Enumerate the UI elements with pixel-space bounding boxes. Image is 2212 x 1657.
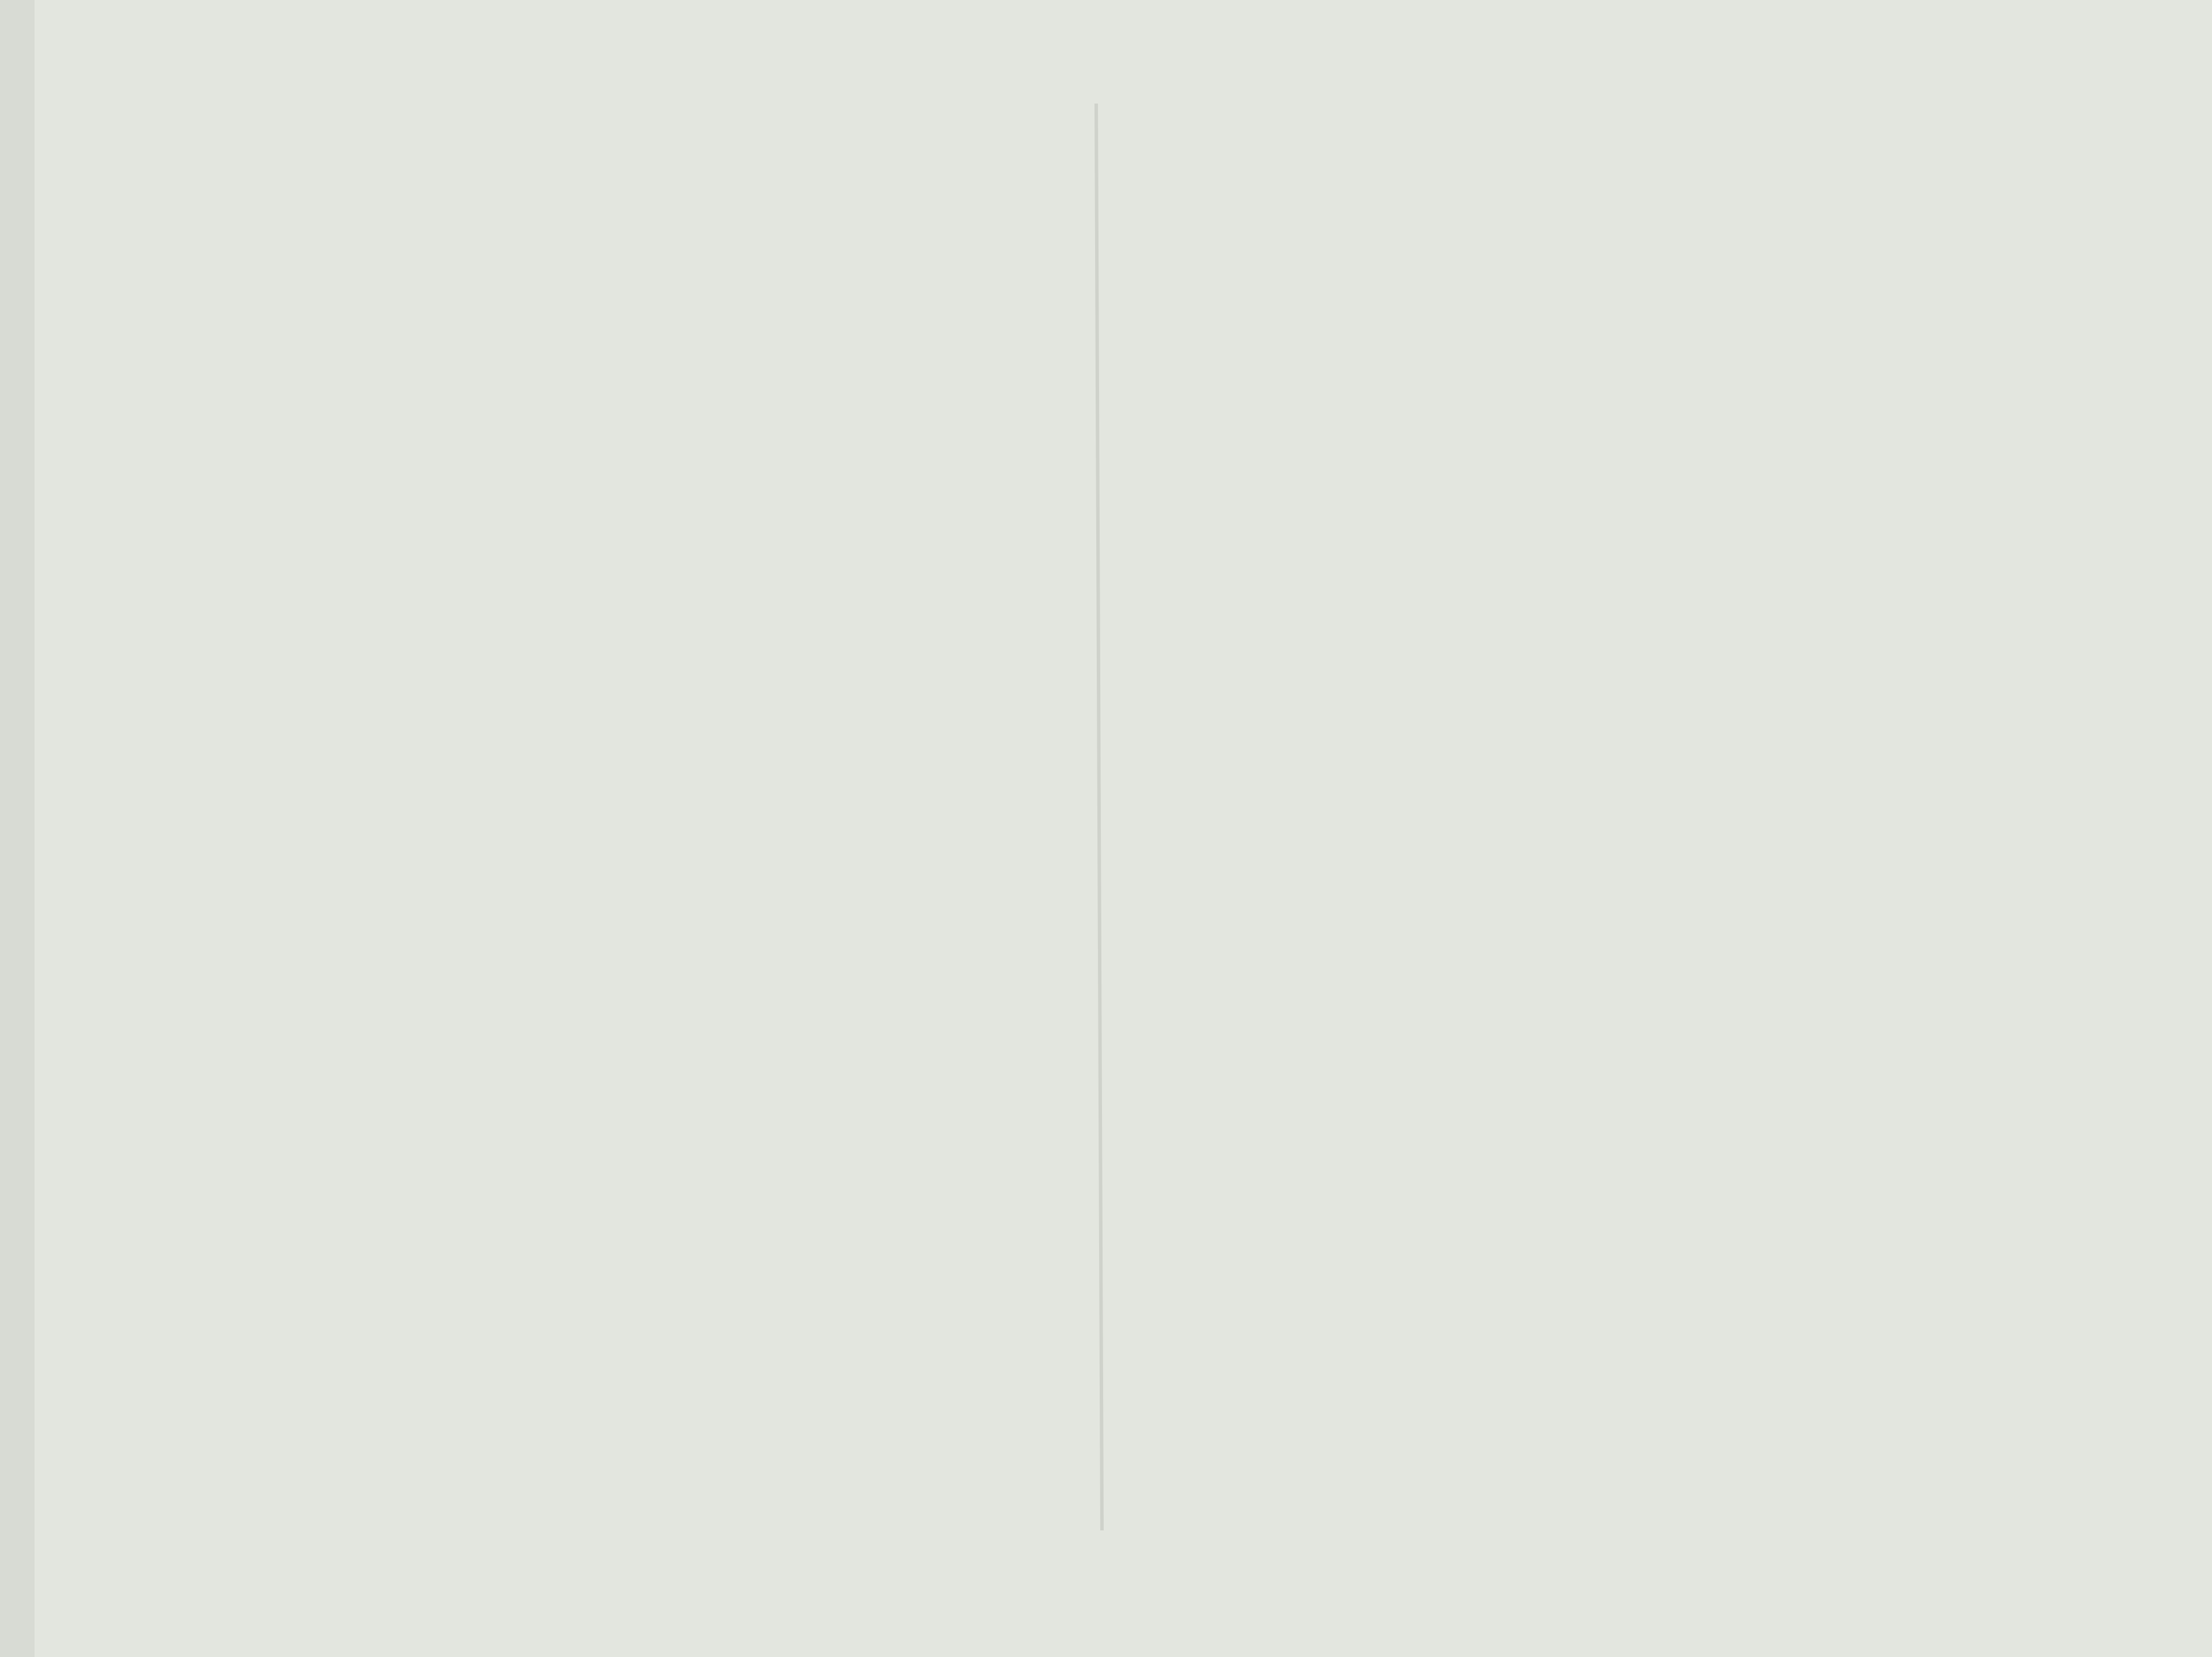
header-food-grain <box>1582 207 1616 331</box>
header-timber-dismantled <box>1830 155 1866 331</box>
header-implements <box>1761 184 1794 328</box>
header-cows <box>1358 207 1391 331</box>
header-ticket <box>528 155 563 334</box>
header-building-timber <box>1876 155 1945 331</box>
header-relation <box>410 144 444 334</box>
header-members <box>113 173 147 334</box>
header-young-cattle <box>1393 207 1426 331</box>
